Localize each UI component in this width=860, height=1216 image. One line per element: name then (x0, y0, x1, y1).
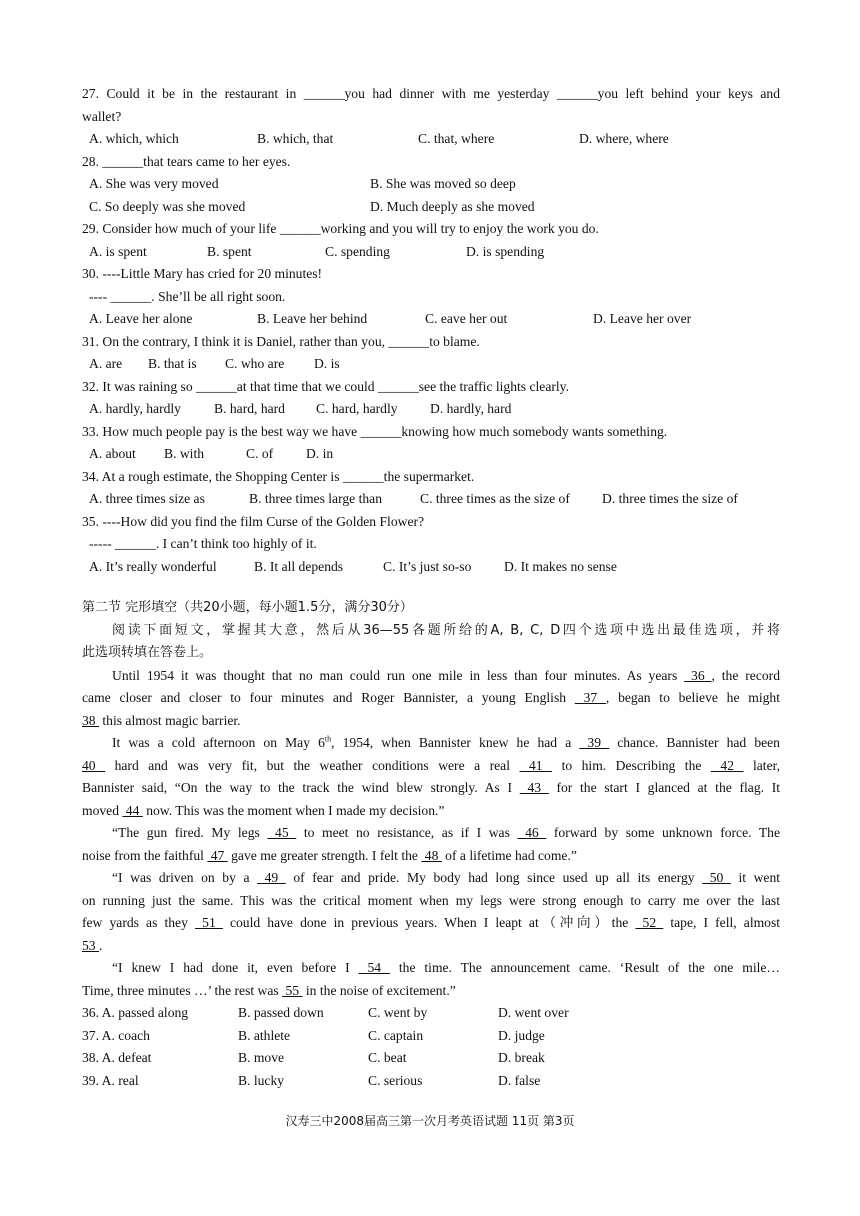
option-a: A. Leave her alone (89, 311, 193, 326)
passage-line: moved 44 now. This was the moment when I made my decision.” (82, 802, 445, 818)
passage-line: 38 this almost magic barrier. (82, 712, 241, 728)
option-c: C. beat (368, 1050, 407, 1065)
option-a: 37. A. coach (82, 1027, 150, 1043)
blank-39: 39 (579, 735, 610, 750)
question-35-reply: ----- ______. I can’t think too highly of it. (89, 536, 317, 551)
blank-55: 55 (282, 982, 303, 998)
option-b: B. athlete (238, 1027, 291, 1043)
option-d: D. Much deeply as she moved (370, 198, 535, 214)
question-34-stem: 34. At a rough estimate, the Shopping Center is ______the supermarket. (82, 468, 475, 484)
passage-line: 53 . (82, 937, 103, 953)
option-d: D. went over (498, 1005, 569, 1020)
blank-49: 49 (257, 870, 286, 885)
option-a: 38. A. defeat (82, 1050, 152, 1065)
option-c: C. captain (368, 1027, 424, 1043)
passage-line: “I was driven on by a 49 of fear and pride. My body had long since used up all its energy 50 it went (112, 870, 781, 885)
option-b: B. that is (148, 356, 197, 371)
option-b: B. hard, hard (214, 401, 285, 416)
question-30-reply: ---- ______. She’ll be all right soon. (89, 288, 286, 304)
question-27-options (82, 128, 780, 151)
option-d: D. Leave her over (593, 311, 692, 326)
option-d: D. It makes no sense (504, 558, 617, 574)
passage-line: Time, three minutes …’ the rest was 55 in the noise of excitement.” (82, 982, 456, 998)
option-c: C. hard, hardly (316, 401, 398, 416)
option-d: D. hardly, hard (430, 401, 512, 416)
option-a: A. which, which (89, 131, 179, 146)
option-b: B. which, that (257, 131, 334, 146)
question-28-options-row2 (82, 196, 780, 219)
option-d: D. three times the size of (602, 491, 738, 506)
option-c: C. of (246, 446, 274, 461)
question-30-stem: 30. ----Little Mary has cried for 20 minutes! (82, 266, 323, 281)
option-c: C. who are (225, 356, 285, 371)
question-28-options-row1 (82, 173, 780, 196)
blank-52: 52 (635, 915, 664, 930)
option-c: C. eave her out (425, 311, 508, 326)
option-d: D. in (306, 446, 334, 461)
cloze-options-39 (82, 1070, 780, 1093)
passage-line: noise from the faithful 47 gave me greater strength. I felt the 48 of a lifetime had come.” (82, 847, 577, 863)
question-32-stem: 32. It was raining so ______at that time that we could ______see the traffic lights clearly. (82, 378, 569, 394)
option-b: B. with (164, 446, 205, 461)
passage-line: Until 1954 it was thought that no man could run one mile in less than four minutes. As years 36 , the record (112, 667, 780, 683)
option-a: A. are (89, 356, 123, 371)
option-b: B. three times large than (249, 491, 383, 506)
question-34-options (82, 488, 780, 511)
blank-48: 48 (421, 847, 442, 863)
option-a: A. It’s really wonderful (89, 558, 217, 574)
option-d: D. false (498, 1072, 541, 1088)
option-d: D. where, where (579, 131, 669, 146)
question-31-stem: 31. On the contrary, I think it is Daniel, rather than you, ______to blame. (82, 333, 480, 349)
question-32-options (82, 398, 780, 421)
spacer (82, 578, 780, 597)
option-a: A. is spent (89, 243, 147, 259)
passage-line: Bannister said, “On the way to the track the wind blew strongly. As I 43 for the start I glanced at the flag. It (82, 780, 781, 795)
passage-line: on running just the same. This was the critical moment when my legs were strong enough to carry me over the last (82, 892, 780, 908)
exam-page (82, 83, 780, 1092)
question-35-options (82, 556, 780, 579)
option-c: C. serious (368, 1072, 423, 1088)
cloze-options-36 (82, 1002, 780, 1025)
option-c: C. So deeply was she moved (89, 198, 246, 214)
blank-45: 45 (267, 825, 297, 840)
blank-54: 54 (358, 960, 390, 975)
question-31-options (82, 353, 780, 376)
blank-44: 44 (122, 802, 143, 818)
option-b: B. She was moved so deep (370, 176, 516, 191)
option-c: C. three times as the size of (420, 491, 570, 506)
page-footer: 汉寿三中2008届高三第一次月考英语试题 11页 第3页 (285, 1114, 575, 1128)
blank-50: 50 (702, 870, 731, 885)
passage-line: few yards as they 51 could have done in previous years. When I leapt at（冲向）the 52 tape, I fell, almost (82, 915, 781, 930)
option-c: C. spending (325, 243, 390, 259)
option-a: 36. A. passed along (82, 1005, 189, 1020)
blank-53: 53 (82, 937, 99, 953)
option-a: 39. A. real (82, 1072, 139, 1088)
blank-42: 42 (710, 757, 744, 773)
passage-line: It was a cold afternoon on May 6th, 1954, when Bannister knew he had a 39 chance. Bannister had been (112, 734, 780, 750)
cloze-options-38 (82, 1047, 780, 1070)
question-27-stem: 27. Could it be in the restaurant in ______you had dinner with me yesterday ______you left behind your keys and (82, 86, 780, 101)
option-d: D. break (498, 1050, 545, 1065)
option-c: C. went by (368, 1005, 428, 1020)
blank-37: 37 (574, 690, 606, 705)
option-b: B. Leave her behind (257, 311, 368, 326)
section-instructions: 阅读下面短文，掌握其大意，然后从36—55各题所给的A, B, C, D四个选项中选出最佳选项，并将 (112, 622, 780, 638)
blank-38: 38 (82, 712, 99, 728)
option-a: A. three times size as (89, 491, 205, 506)
option-b: B. It all depends (254, 558, 344, 574)
blank-47: 47 (207, 847, 228, 863)
blank-41: 41 (519, 757, 553, 773)
option-c: C. that, where (418, 131, 495, 146)
blank-40: 40 (82, 757, 106, 773)
section-instructions-cont: 此选项转填在答卷上。 (82, 645, 213, 660)
section-heading: 第二节 完形填空（共20小题，每小题1.5分，满分30分） (82, 600, 413, 615)
option-b: B. spent (207, 243, 252, 259)
blank-51: 51 (195, 915, 223, 930)
question-30-options (82, 308, 780, 331)
passage-line: “The gun fired. My legs 45 to meet no resistance, as if I was 46 forward by some unknown force. The (112, 825, 781, 840)
question-28-stem: 28. ______that tears came to her eyes. (82, 153, 291, 169)
option-d: D. is (314, 356, 340, 371)
option-d: D. is spending (466, 243, 545, 259)
question-33-stem: 33. How much people pay is the best way we have ______knowing how much somebody wants something. (82, 423, 668, 439)
option-d: D. judge (498, 1027, 545, 1043)
question-29-options (82, 241, 780, 264)
passage-line: 40 hard and was very fit, but the weather conditions were a real 41 to him. Describing the 42 later, (82, 757, 780, 773)
cloze-options-37 (82, 1025, 780, 1048)
option-a: A. about (89, 446, 136, 461)
option-c: C. It’s just so-so (383, 558, 472, 574)
passage-line: came closer and closer to four minutes and Roger Bannister, a young English 37 , began to believe he might (82, 690, 780, 705)
question-35-stem: 35. ----How did you find the film Curse of the Golden Flower? (82, 513, 425, 529)
question-27-stem-cont: wallet? (82, 108, 122, 124)
option-a: A. hardly, hardly (89, 401, 181, 416)
blank-46: 46 (517, 825, 547, 840)
question-33-options (82, 443, 780, 466)
blank-43: 43 (519, 780, 549, 795)
passage-line: “I knew I had done it, even before I 54 the time. The announcement came. ‘Result of the one mile… (112, 960, 780, 975)
blank-36: 36 (684, 667, 712, 683)
option-a: A. She was very moved (89, 176, 219, 191)
option-b: B. move (238, 1050, 285, 1065)
question-29-stem: 29. Consider how much of your life ______working and you will try to enjoy the work you do. (82, 221, 599, 236)
option-b: B. passed down (238, 1005, 324, 1020)
option-b: B. lucky (238, 1072, 285, 1088)
